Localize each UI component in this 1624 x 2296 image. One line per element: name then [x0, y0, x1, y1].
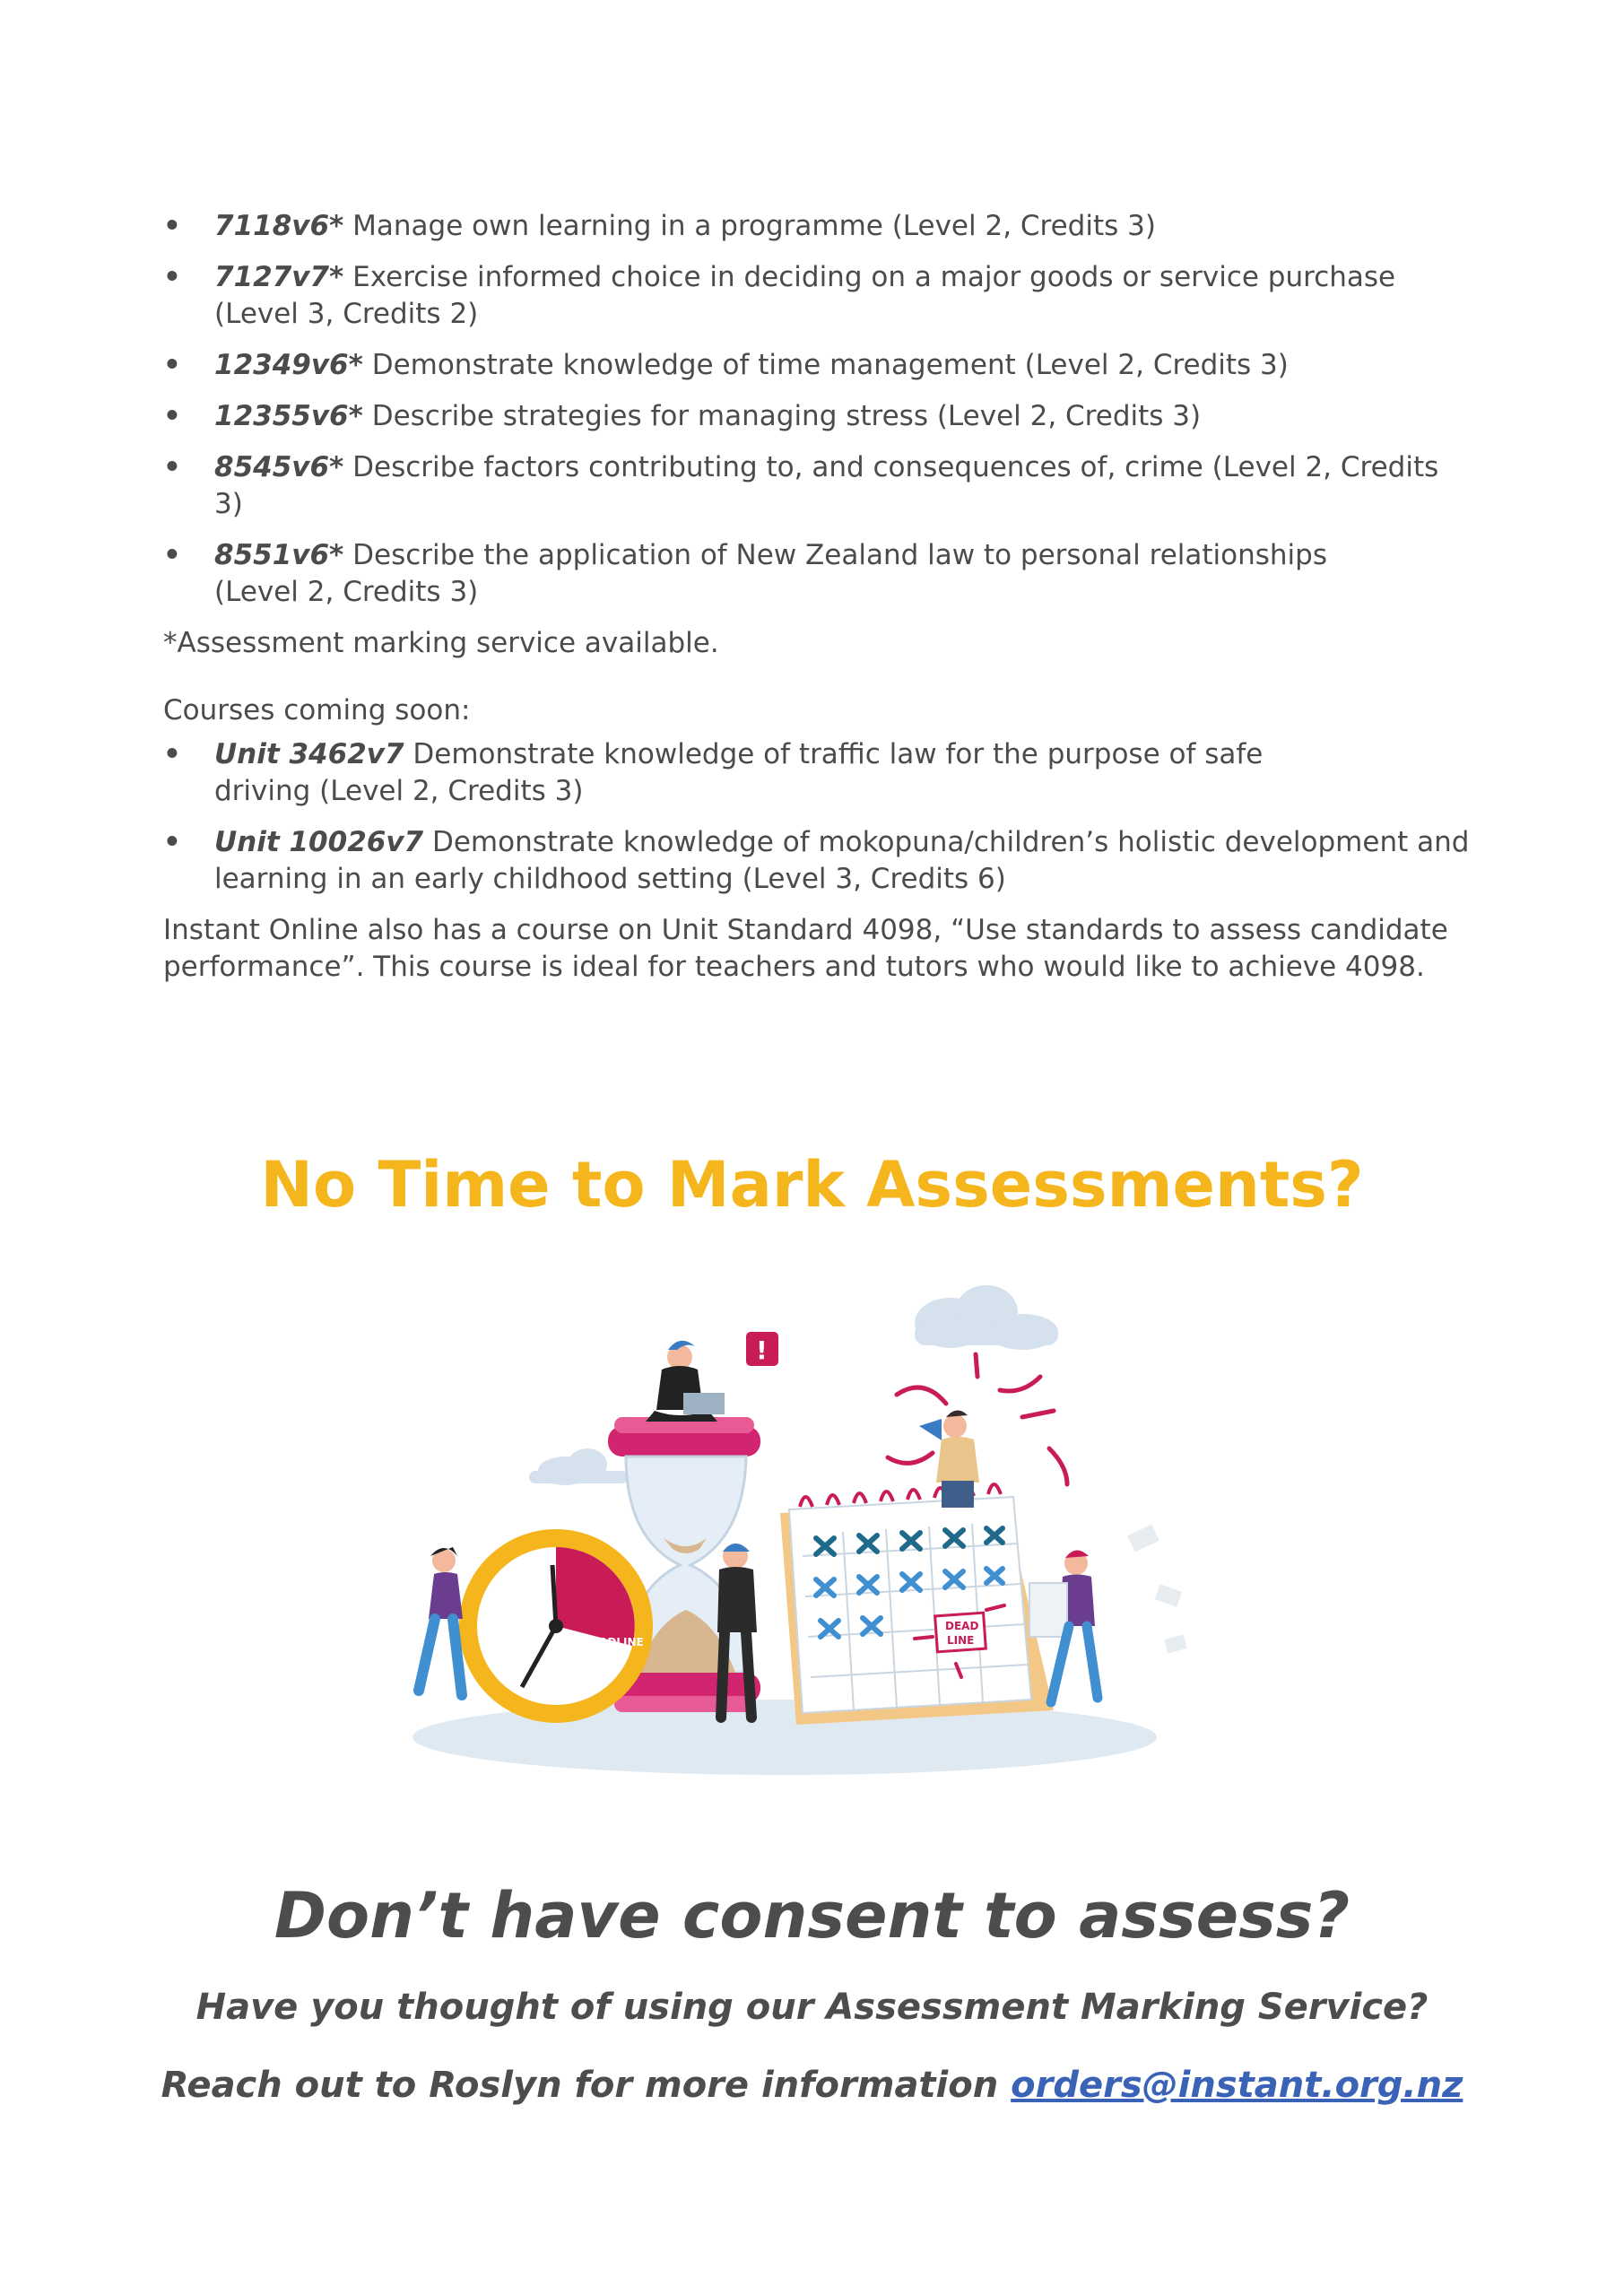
list-item: • 7127v7* Exercise informed choice in deciding on a major goods or service purchase (Level 3, Credits 2)	[163, 261, 1396, 330]
headline: No Time to Mark Assessments?	[260, 1148, 1364, 1222]
alert-icon: !	[756, 1335, 768, 1365]
list-item: • 7118v6* Manage own learning in a programme (Level 2, Credits 3)	[163, 210, 1156, 242]
list-item: • 8545v6* Describe factors contributing to, and consequences of, crime (Level 2, Credits 3)	[163, 451, 1439, 520]
unit-code: Unit 3462v7	[214, 738, 404, 770]
unit-description: Exercise informed choice in deciding on a major goods or service purchase (Level 3, Credits 2)	[214, 261, 1396, 330]
calendar-deadline-label-2: LINE	[947, 1634, 975, 1647]
marking-service-note: *Assessment marking service available.	[163, 627, 719, 659]
unit-code: 12349v6*	[214, 349, 363, 381]
contact-email-link[interactable]: orders@instant.org.nz	[1011, 2065, 1463, 2106]
megaphone-person-icon	[919, 1410, 979, 1508]
person-laptop-icon	[646, 1332, 778, 1422]
unit-description: Describe factors contributing to, and consequences of, crime (Level 2, Credits 3)	[214, 451, 1439, 520]
cloud-icon	[915, 1285, 1058, 1350]
unit-standards-section	[163, 208, 1472, 986]
list-item: • 12349v6* Demonstrate knowledge of time management (Level 2, Credits 3)	[163, 349, 1289, 381]
calendar-icon	[780, 1484, 1054, 1725]
coming-soon-list	[163, 736, 1472, 898]
coming-soon-label: Courses coming soon:	[163, 694, 471, 726]
unit-description: Manage own learning in a programme (Level 2, Credits 3)	[352, 210, 1156, 242]
list-item: • 8551v6* Describe the application of New Zealand law to personal relationships (Level 2, Credits 3)	[163, 539, 1328, 608]
unit-description: Demonstrate knowledge of mokopuna/children’s holistic development and learning in an early childhood setting (Level 3, Credits 6)	[214, 826, 1470, 895]
clock-deadline-label: DEADLINE	[583, 1636, 644, 1648]
marking-service-question: Have you thought of using our Assessment Marking Service?	[195, 1987, 1429, 2028]
unit-code: 8551v6*	[214, 539, 344, 571]
list-item: • Unit 10026v7 Demonstrate knowledge of mokopuna/children’s holistic development and learning in an early childhood setting (Level 3, Credits 6)	[163, 826, 1470, 895]
contact-line	[0, 2065, 1624, 2106]
unit-code: Unit 10026v7	[214, 826, 424, 858]
person-left-icon	[419, 1547, 463, 1695]
unit-list	[163, 208, 1472, 611]
list-item: • 12355v6* Describe strategies for managing stress (Level 2, Credits 3)	[163, 400, 1202, 432]
closing-paragraph: Instant Online also has a course on Unit Standard 4098, “Use standards to assess candidate performance”. This course is ideal for teachers and tutors who would like to achieve 4098.	[163, 914, 1448, 983]
list-item: • Unit 3462v7 Demonstrate knowledge of traffic law for the purpose of safe driving (Level 2, Credits 3)	[163, 738, 1264, 807]
unit-description: Describe the application of New Zealand law to personal relationships (Level 2, Credits 3)	[214, 539, 1328, 608]
unit-description: Demonstrate knowledge of traffic law for the purpose of safe driving (Level 2, Credits 3)	[214, 738, 1264, 807]
deadline-illustration	[395, 1269, 1229, 1789]
unit-code: 12355v6*	[214, 400, 363, 432]
contact-prefix: Reach out to Roslyn for more information	[161, 2065, 999, 2106]
unit-description: Demonstrate knowledge of time management (Level 2, Credits 3)	[371, 349, 1289, 381]
clock-icon	[459, 1529, 653, 1723]
unit-description: Describe strategies for managing stress (Level 2, Credits 3)	[371, 400, 1202, 432]
unit-code: 8545v6*	[214, 451, 344, 483]
unit-code: 7118v6*	[214, 210, 344, 242]
consent-heading: Don’t have consent to assess?	[274, 1879, 1350, 1952]
unit-code: 7127v7*	[214, 261, 344, 293]
calendar-deadline-label-1: DEAD	[945, 1620, 979, 1632]
cloud-icon	[529, 1448, 628, 1485]
